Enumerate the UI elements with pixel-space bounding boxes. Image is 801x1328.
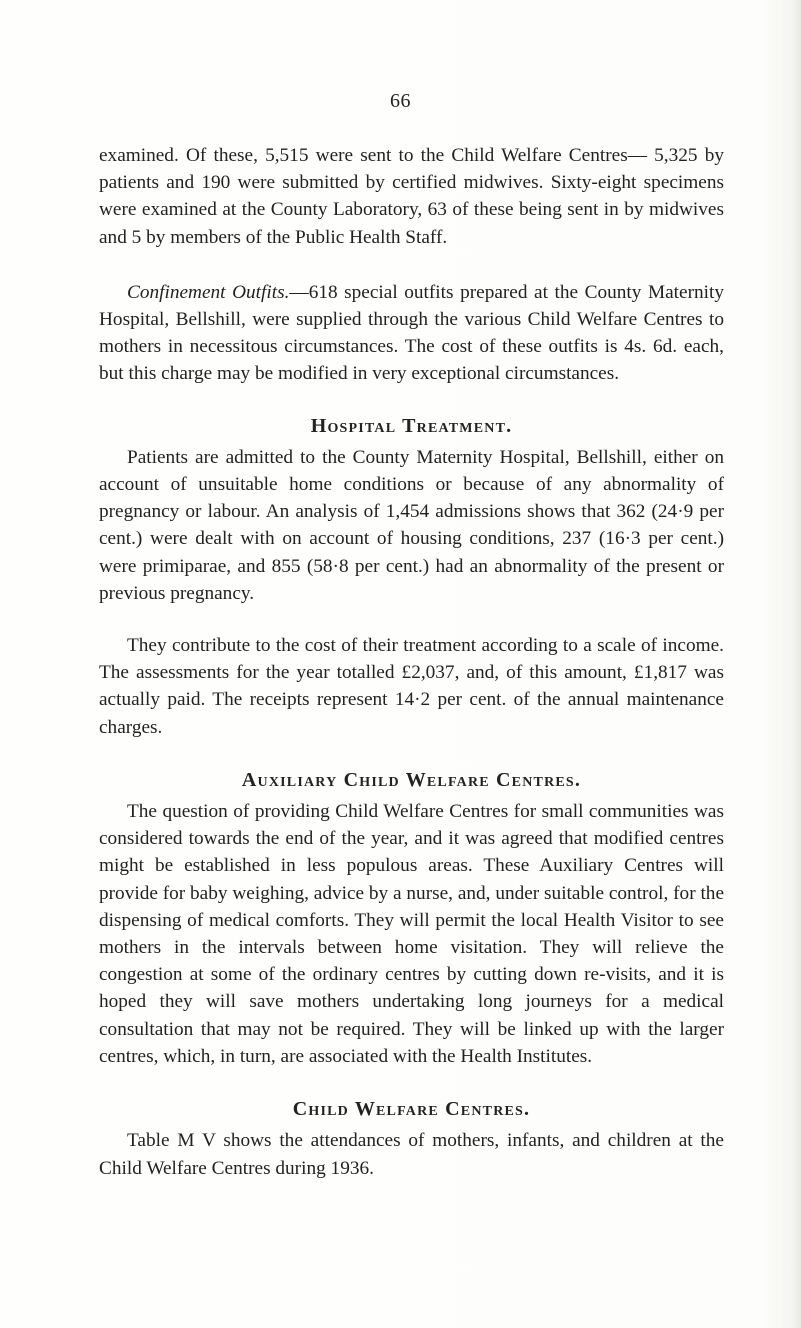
paragraph-auxiliary-centres: The question of providing Child Welfare Centres for small communities was considered towards the end of the year, and it was agreed that modified centres might be established in less populous areas. These Auxiliary Centres will provide for baby weighing, advice by a nurse, and, under suitable control, for the dispensing of medical comforts. They will permit the local Health Visitor to see mothers in the intervals between home visitation. They will relieve the congestion at some of the ordinary centres by cutting down re-visits, and it is hoped they will save mothers undertaking long journeys for a medical consultation that may not be required. They will be linked up with the larger centres, which, in turn, are associated with the Health Institutes. <box>99 801 724 1067</box>
paragraph-confinement-outfits <box>99 279 724 388</box>
heading-auxiliary-centres: Auxiliary Child Welfare Centres. <box>241 768 582 791</box>
confinement-outfits-lead: Confinement Outfits. <box>127 281 290 303</box>
paragraph-hospital-costs: They contribute to the cost of their treatment according to a scale of income. The assessments for the year totalled £2,037, and, of this amount, £1,817 was actually paid. The receipts represent 14·2 per cent. of the annual maintenance charges. <box>99 635 724 738</box>
heading-child-welfare-centres: Child Welfare Centres. <box>292 1098 531 1121</box>
paragraph-examined: examined. Of these, 5,515 were sent to the Child Welfare Centres— 5,325 by patients and 190 were submitted by certified midwives. Sixty-eight specimens were examined at the County Laboratory, 63 of these being sent in by midwives and 5 by members of the Public Health Staff. <box>99 145 724 248</box>
page-body <box>99 142 724 1182</box>
paragraph-child-welfare-centres: Table M V shows the attendances of mothers, infants, and children at the Child Welfare Centres during 1936. <box>99 1130 724 1179</box>
heading-hospital-treatment: Hospital Treatment. <box>310 414 513 437</box>
page-number: 66 <box>390 90 411 112</box>
confinement-outfits-text: —618 special outfits prepared at the County Maternity Hospital, Bellshill, were supplied through the various Child Welfare Centres to mothers in necessitous circumstances. The cost of these outfits is 4s. 6d. each, but this charge may be modified in very exceptional circumstances. <box>99 281 724 385</box>
paragraph-hospital-admissions: Patients are admitted to the County Maternity Hospital, Bellshill, either on account of unsuitable home conditions or because of any abnormality of pregnancy or labour. An analysis of 1,454 admissions shows that 362 (24·9 per cent.) were dealt with on account of housing conditions, 237 (16·3 per cent.) were primiparae, and 855 (58·8 per cent.) had an abnormality of the present or previous pregnancy. <box>99 446 724 604</box>
